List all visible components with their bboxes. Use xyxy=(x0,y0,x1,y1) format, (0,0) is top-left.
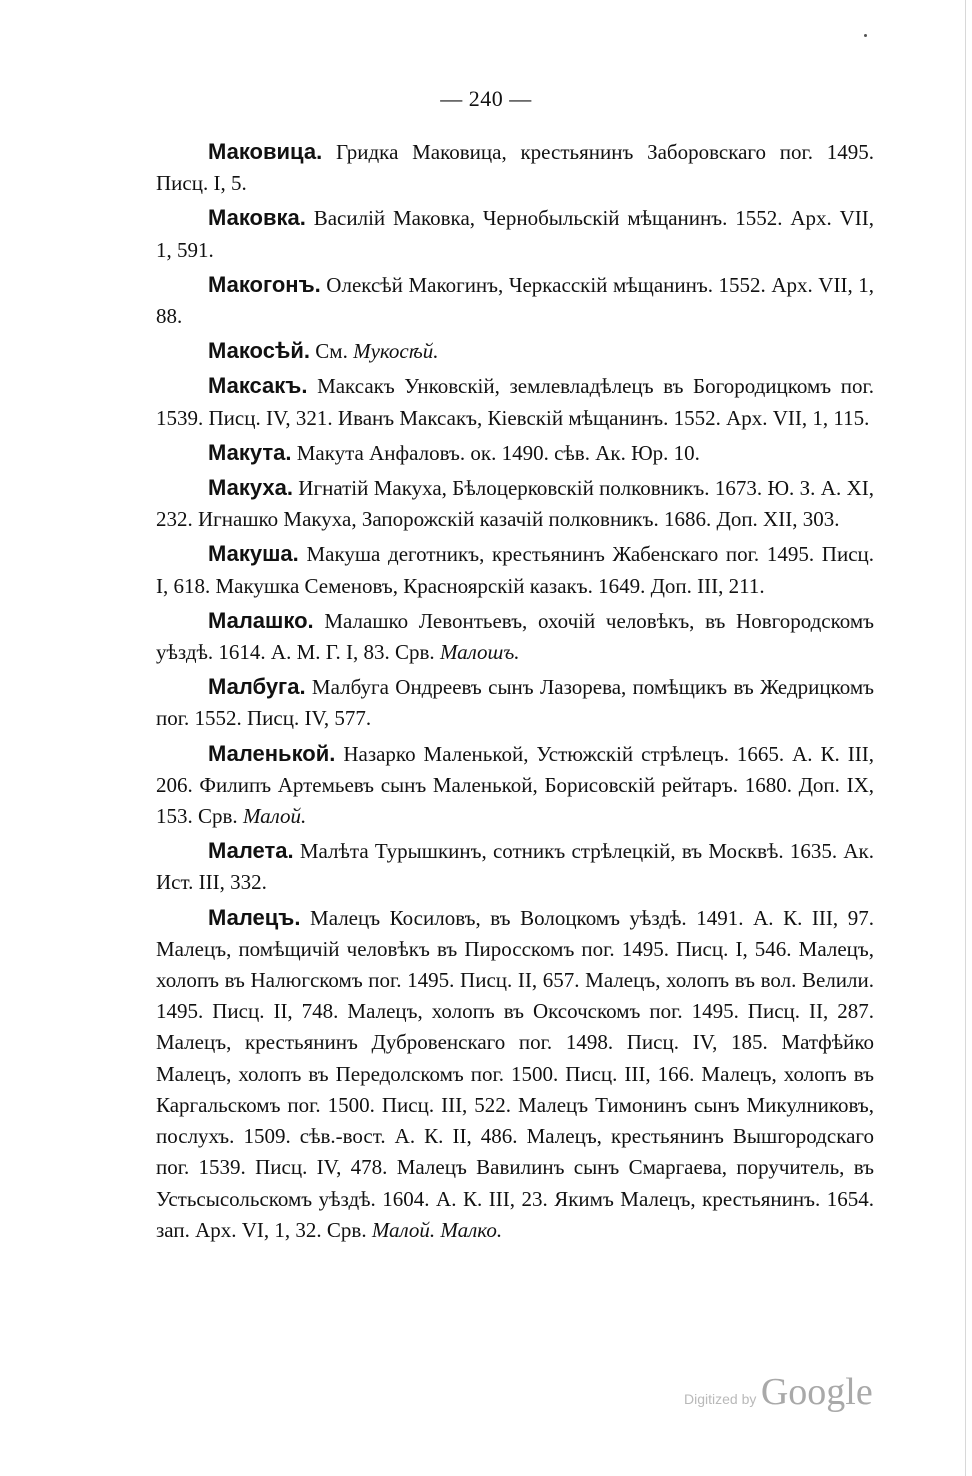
entry-headword: Маковица. xyxy=(208,139,323,164)
page-edge-line xyxy=(965,0,966,1476)
entry-text: Малѣта Турышкинъ, сотникъ стрѣлецкій, въ Москвѣ. 1635. Ак. Ист. III, 332. xyxy=(156,839,874,895)
ink-speck xyxy=(864,34,867,37)
dictionary-entry xyxy=(156,202,874,265)
dictionary-entry xyxy=(156,605,874,668)
page-number: — 240 — xyxy=(440,86,532,111)
entry-text: Макута Анфаловъ. ок. 1490. сѣв. Ак. Юр. 10. xyxy=(291,440,700,465)
dictionary-entry xyxy=(156,136,874,199)
entry-text: Максакъ Унковскій, землевладѣлецъ въ Богородицкомъ пог. 1539. Писц. IV, 321. Иванъ Максакъ, Кіевскій мѣщанинъ. 1552. Арх. VII, 1, 115. xyxy=(156,374,874,430)
entry-headword: Малашко. xyxy=(208,607,314,633)
cross-reference: Мукосѣй. xyxy=(353,339,439,364)
entry-headword: Маленькой. xyxy=(208,740,336,766)
entry-headword: Макута. xyxy=(208,439,292,465)
entry-headword: Малбуга. xyxy=(208,674,306,700)
entry-text: Малецъ Косиловъ, въ Волоцкомъ уѣздѣ. 1491. А. К. III, 97. Малецъ, помѣщичій человѣкъ въ Пиросскомъ пог. 1495. Писц. I, 546. Малецъ, холопъ въ Налюгскомъ пог. 1495. Писц. II, 657. Малецъ, холопъ въ вол. Велили. 1495. Писц. II, 748. Малецъ, холопъ въ Оксочскомъ пог. 1495. Писц. II, 287. Малецъ, крестьянинъ Дубровенскаго пог. 1498. Писц. IV, 185. Матфѣйко Малецъ, холопъ въ Передолскомъ пог. 1500. Писц. III, 166. Малецъ, холопъ въ Каргальскомъ пог. 1500. Писц. III, 522. Малецъ Тимонинъ сынъ Микулниковъ, послухъ. 1509. сѣв.-вост. А. К. II, 486. Малецъ, крестьянинъ Вышгородскаго пог. 1539. Писц. IV, 478. Малецъ Вавилинъ сынъ Смаргаева, поручитель, въ Устьсысольскомъ уѣздѣ. 1604. А. К. III, 23. Якимъ Малецъ, крестьянинъ. 1654. зап. Арх. VI, 1, 32. Срв. xyxy=(156,905,874,1242)
dictionary-entry xyxy=(156,370,874,433)
cross-reference: Малой. Малко. xyxy=(371,1217,503,1242)
entry-headword: Макуха. xyxy=(208,475,293,501)
entry-text: См. xyxy=(310,339,354,364)
entry-headword: Макогонъ. xyxy=(208,271,321,297)
entry-text: Макуша деготникъ, крестьянинъ Жабенскаго пог. 1495. Писц. I, 618. Макушка Семеновъ, Красноярскій казакъ. 1649. Доп. III, 211. xyxy=(156,542,874,598)
google-logo: Google xyxy=(760,1371,873,1413)
entry-text: Игнатій Макуха, Бѣлоцерковскій полковникъ. 1673. Ю. З. А. XI, 232. Игнашко Макуха, Запорожскій казачій полковникъ. 1686. Доп. XII, 303. xyxy=(156,476,874,532)
digitized-by-google-watermark xyxy=(684,1370,873,1414)
dictionary-entry xyxy=(156,335,874,367)
cross-reference: Малой. xyxy=(242,804,307,829)
entry-text: Олексѣй Макогинъ, Черкасскій мѣщанинъ. 1552. Арх. VII, 1, 88. xyxy=(156,272,874,329)
dictionary-entry xyxy=(156,671,874,734)
entry-headword: Макосѣй. xyxy=(208,338,311,364)
dictionary-entry xyxy=(156,738,874,833)
dictionary-entry xyxy=(156,269,874,332)
entry-text: Малбуга Ондреевъ сынъ Лазорева, помѣщикъ въ Жедрицкомъ пог. 1552. Писц. IV, 577. xyxy=(156,675,874,731)
dictionary-entry xyxy=(156,538,874,601)
entry-headword: Малета. xyxy=(208,838,294,864)
dictionary-entry xyxy=(156,902,874,1246)
watermark-prefix: Digitized by xyxy=(684,1391,757,1407)
entry-text: Малашко Левонтьевъ, охочій человѣкъ, въ Новгородскомъ уѣздѣ. 1614. А. М. Г. I, 83. Срв. xyxy=(156,608,874,665)
entry-headword: Маковка. xyxy=(208,205,306,231)
entry-headword: Макуша. xyxy=(208,541,299,567)
dictionary-entries xyxy=(156,136,874,1249)
entry-headword: Малецъ. xyxy=(208,904,301,930)
dictionary-entry xyxy=(156,472,874,535)
dictionary-entry xyxy=(156,437,874,469)
cross-reference: Малошъ. xyxy=(439,640,520,665)
entry-headword: Максакъ. xyxy=(208,373,308,399)
dictionary-entry xyxy=(156,835,874,898)
entry-text: Гридка Маковица, крестьянинъ Заборовскаго пог. 1495. Писц. I, 5. xyxy=(156,140,874,196)
entry-text: Назарко Маленькой, Устюжскій стрѣлецъ. 1665. А. К. III, 206. Филипъ Артемьевъ сынъ Маленькой, Борисовскій рейтаръ. 1680. Доп. IX, 153. Срв. xyxy=(156,741,874,829)
entry-text: Василій Маковка, Чернобыльскій мѣщанинъ. 1552. Арх. VII, 1, 591. xyxy=(156,206,874,262)
